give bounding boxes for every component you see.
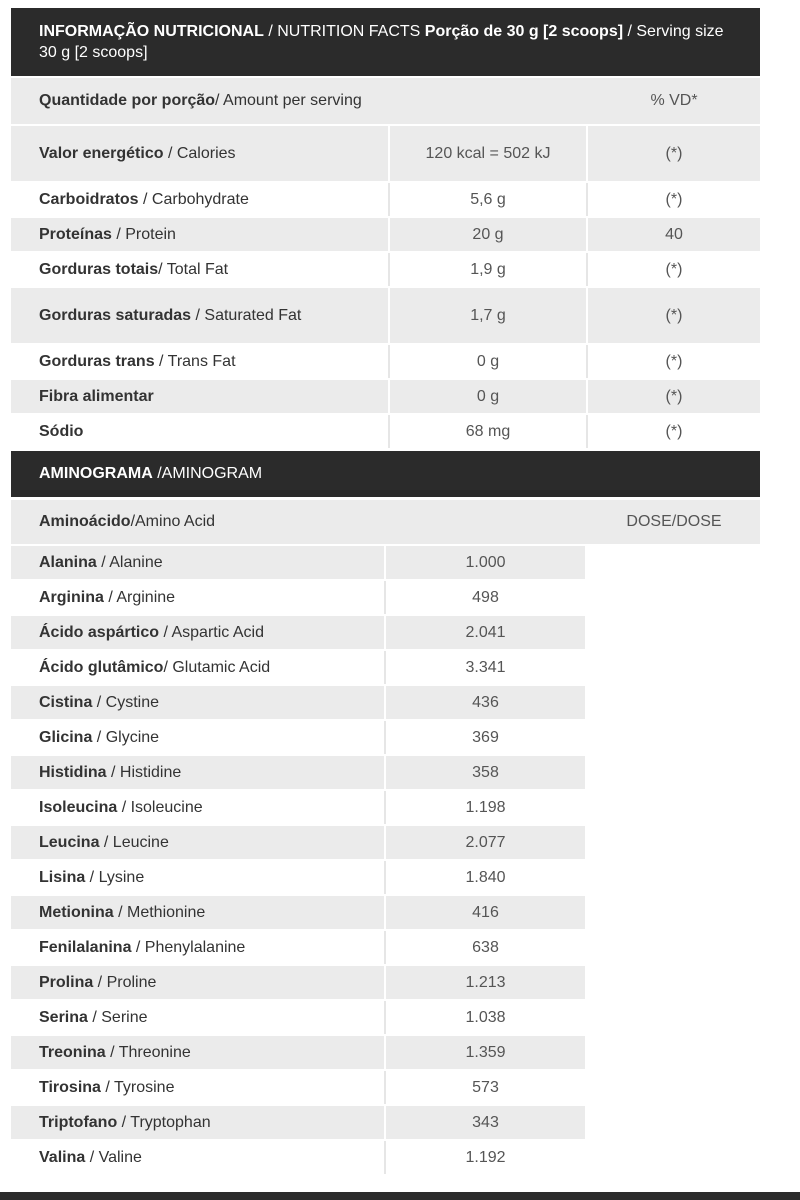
amino-row xyxy=(11,1141,585,1174)
amino-dose: 3.341 xyxy=(384,651,585,684)
amino-acid-label-en: /Amino Acid xyxy=(130,513,216,530)
amino-name-pt: Arginina xyxy=(39,588,104,606)
amino-name-cell xyxy=(11,896,384,929)
nutrient-amount: 1,9 g xyxy=(388,253,588,286)
header-title-pt: INFORMAÇÃO NUTRICIONAL xyxy=(39,23,264,40)
amino-dose: 1.000 xyxy=(384,546,585,579)
nutrient-name-en: / Saturated Fat xyxy=(191,306,302,324)
amino-row xyxy=(11,826,585,859)
amino-name-pt: Cistina xyxy=(39,693,93,711)
amino-table-header xyxy=(11,500,760,544)
amino-name-en: / Arginine xyxy=(103,588,176,606)
amino-row xyxy=(11,1036,585,1069)
nutrient-name-pt: Proteínas xyxy=(39,225,112,243)
nutrient-name-cell xyxy=(11,415,388,448)
amount-per-serving-en: / Amount per serving xyxy=(215,92,362,109)
amino-name-en: / Leucine xyxy=(99,833,169,851)
nutrient-amount: 0 g xyxy=(388,380,588,413)
amino-name-cell xyxy=(11,931,384,964)
amino-name-cell xyxy=(11,1071,384,1104)
amino-dose: 638 xyxy=(384,931,585,964)
amino-row xyxy=(11,1001,585,1034)
nutrient-amount: 1,7 g xyxy=(388,288,588,343)
amino-name-cell xyxy=(11,616,384,649)
nutrition-facts-header xyxy=(11,8,760,76)
amino-name-pt: Triptofano xyxy=(39,1113,118,1131)
amino-name-pt: Fenilalanina xyxy=(39,938,132,956)
amino-dose: 1.359 xyxy=(384,1036,585,1069)
amino-name-pt: Treonina xyxy=(39,1043,106,1061)
amino-name-en: / Isoleucine xyxy=(117,798,203,816)
amino-row xyxy=(11,581,585,614)
amino-name-en: / Histidine xyxy=(106,763,182,781)
nutrient-amount: 0 g xyxy=(388,345,588,378)
amino-row xyxy=(11,1071,585,1104)
nutrient-name-en: / Total Fat xyxy=(158,260,229,278)
amino-dose: 1.198 xyxy=(384,791,585,824)
amino-name-en: / Cystine xyxy=(92,693,160,711)
amino-dose: 1.038 xyxy=(384,1001,585,1034)
amino-name-pt: Metionina xyxy=(39,903,114,921)
amino-name-pt: Alanina xyxy=(39,553,97,571)
amino-name-cell xyxy=(11,651,384,684)
bottom-bar xyxy=(0,1192,800,1200)
amino-name-pt: Ácido glutâmico xyxy=(39,658,164,676)
amino-name-en: / Serine xyxy=(87,1008,148,1026)
nutrient-name-cell xyxy=(11,288,388,343)
nutrient-name-cell xyxy=(11,253,388,286)
amino-name-en: / Valine xyxy=(85,1148,142,1166)
amino-name-en: / Glycine xyxy=(92,728,160,746)
header-portion-pt: Porção de 30 g [2 scoops] xyxy=(424,23,624,40)
header-amount-cell xyxy=(388,78,588,124)
amino-dose: 436 xyxy=(384,686,585,719)
amino-row xyxy=(11,686,585,719)
nutrition-row xyxy=(11,253,760,286)
amino-row xyxy=(11,1106,585,1139)
nutrient-name-pt: Carboidratos xyxy=(39,190,139,208)
nutrient-vd: (*) xyxy=(665,144,683,162)
amino-row xyxy=(11,791,585,824)
amino-name-pt: Glicina xyxy=(39,728,93,746)
nutrient-name-pt: Sódio xyxy=(39,422,84,440)
amino-name-cell xyxy=(11,1036,384,1069)
amino-name-en: / Tyrosine xyxy=(100,1078,175,1096)
nutrient-vd: (*) xyxy=(665,387,683,405)
amino-row xyxy=(11,756,585,789)
amino-row xyxy=(11,546,585,579)
nutrient-name-pt: Gorduras saturadas xyxy=(39,306,192,324)
nutrient-name-en: / Protein xyxy=(111,225,176,243)
dose-header: DOSE/DOSE xyxy=(626,513,722,530)
amino-dose: 358 xyxy=(384,756,585,789)
amino-dose: 1.192 xyxy=(384,1141,585,1174)
nutrition-row xyxy=(11,218,760,251)
nutrition-row xyxy=(11,415,760,448)
amino-name-pt: Lisina xyxy=(39,868,86,886)
header-title-en: / NUTRITION FACTS xyxy=(263,23,425,40)
amino-dose: 343 xyxy=(384,1106,585,1139)
amino-row xyxy=(11,651,585,684)
nutrient-name-cell xyxy=(11,183,388,216)
nutrient-vd: (*) xyxy=(665,190,683,208)
aminogram-title-en: /AMINOGRAM xyxy=(152,465,263,482)
amino-name-cell xyxy=(11,826,384,859)
nutrient-name-cell xyxy=(11,126,388,181)
amino-name-pt: Tirosina xyxy=(39,1078,101,1096)
amino-row xyxy=(11,966,585,999)
amino-name-en: / Alanine xyxy=(96,553,163,571)
amino-name-pt: Valina xyxy=(39,1148,86,1166)
nutrient-name-cell xyxy=(11,380,388,413)
amino-name-en: / Phenylalanine xyxy=(131,938,246,956)
amount-per-serving-pt: Quantidade por porção xyxy=(39,92,216,109)
nutrient-name-pt: Fibra alimentar xyxy=(39,387,154,405)
amino-dose: 369 xyxy=(384,721,585,754)
amino-name-cell xyxy=(11,1001,384,1034)
amino-name-pt: Histidina xyxy=(39,763,107,781)
amino-name-cell xyxy=(11,581,384,614)
amino-name-en: / Aspartic Acid xyxy=(159,623,264,641)
nutrition-row xyxy=(11,183,760,216)
amino-name-cell xyxy=(11,861,384,894)
nutrient-name-pt: Gorduras totais xyxy=(39,260,159,278)
amino-name-en: / Glutamic Acid xyxy=(163,658,271,676)
amino-name-pt: Leucina xyxy=(39,833,100,851)
nutrition-table-header xyxy=(11,78,760,124)
amino-dose: 2.041 xyxy=(384,616,585,649)
nutrient-vd: (*) xyxy=(665,422,683,440)
amino-dose: 1.840 xyxy=(384,861,585,894)
amino-name-cell xyxy=(11,966,384,999)
nutrient-name-en: / Carbohydrate xyxy=(138,190,249,208)
vd-header: % VD* xyxy=(650,92,698,109)
nutrition-row xyxy=(11,126,760,181)
amino-dose: 1.213 xyxy=(384,966,585,999)
amino-dose: 498 xyxy=(384,581,585,614)
amino-name-cell xyxy=(11,756,384,789)
amino-row xyxy=(11,721,585,754)
amino-dose: 573 xyxy=(384,1071,585,1104)
amino-dose: 2.077 xyxy=(384,826,585,859)
nutrient-name-cell xyxy=(11,345,388,378)
nutrient-amount: 120 kcal = 502 kJ xyxy=(388,126,588,181)
nutrient-name-cell xyxy=(11,218,388,251)
amino-acid-label-pt: Aminoácido xyxy=(39,513,131,530)
nutrition-row xyxy=(11,345,760,378)
nutrient-name-pt: Gorduras trans xyxy=(39,352,155,370)
amino-name-en: / Tryptophan xyxy=(117,1113,211,1131)
amino-row xyxy=(11,616,585,649)
nutrient-vd: (*) xyxy=(665,306,683,324)
header-portion-en: / Serving size 30 g [2 scoops] xyxy=(39,23,724,61)
amino-name-pt: Prolina xyxy=(39,973,94,991)
amino-row xyxy=(11,896,585,929)
nutrient-amount: 20 g xyxy=(388,218,588,251)
amino-name-pt: Isoleucina xyxy=(39,798,118,816)
nutrient-name-en: / Trans Fat xyxy=(154,352,236,370)
nutrient-vd: 40 xyxy=(665,225,683,243)
amino-dose: 416 xyxy=(384,896,585,929)
nutrition-row xyxy=(11,288,760,343)
nutrition-row xyxy=(11,380,760,413)
nutrient-amount: 68 mg xyxy=(388,415,588,448)
amino-name-cell xyxy=(11,546,384,579)
aminogram-header xyxy=(11,451,760,497)
amino-name-cell xyxy=(11,791,384,824)
amino-name-en: / Proline xyxy=(93,973,157,991)
nutrient-name-en: / Calories xyxy=(163,144,236,162)
amino-name-cell xyxy=(11,721,384,754)
nutrient-vd: (*) xyxy=(665,260,683,278)
amino-name-cell xyxy=(11,1106,384,1139)
amino-name-cell xyxy=(11,686,384,719)
amino-name-en: / Methionine xyxy=(113,903,206,921)
nutrient-vd: (*) xyxy=(665,352,683,370)
nutrient-amount: 5,6 g xyxy=(388,183,588,216)
aminogram-title-pt: AMINOGRAMA xyxy=(39,465,153,482)
header-label-cell xyxy=(11,78,388,124)
nutrient-name-pt: Valor energético xyxy=(39,144,164,162)
amino-acid-label-cell xyxy=(11,500,588,544)
amino-name-pt: Ácido aspártico xyxy=(39,623,160,641)
amino-row xyxy=(11,861,585,894)
amino-name-en: / Lysine xyxy=(85,868,145,886)
amino-name-cell xyxy=(11,1141,384,1174)
amino-row xyxy=(11,931,585,964)
amino-name-en: / Threonine xyxy=(105,1043,191,1061)
amino-name-pt: Serina xyxy=(39,1008,88,1026)
